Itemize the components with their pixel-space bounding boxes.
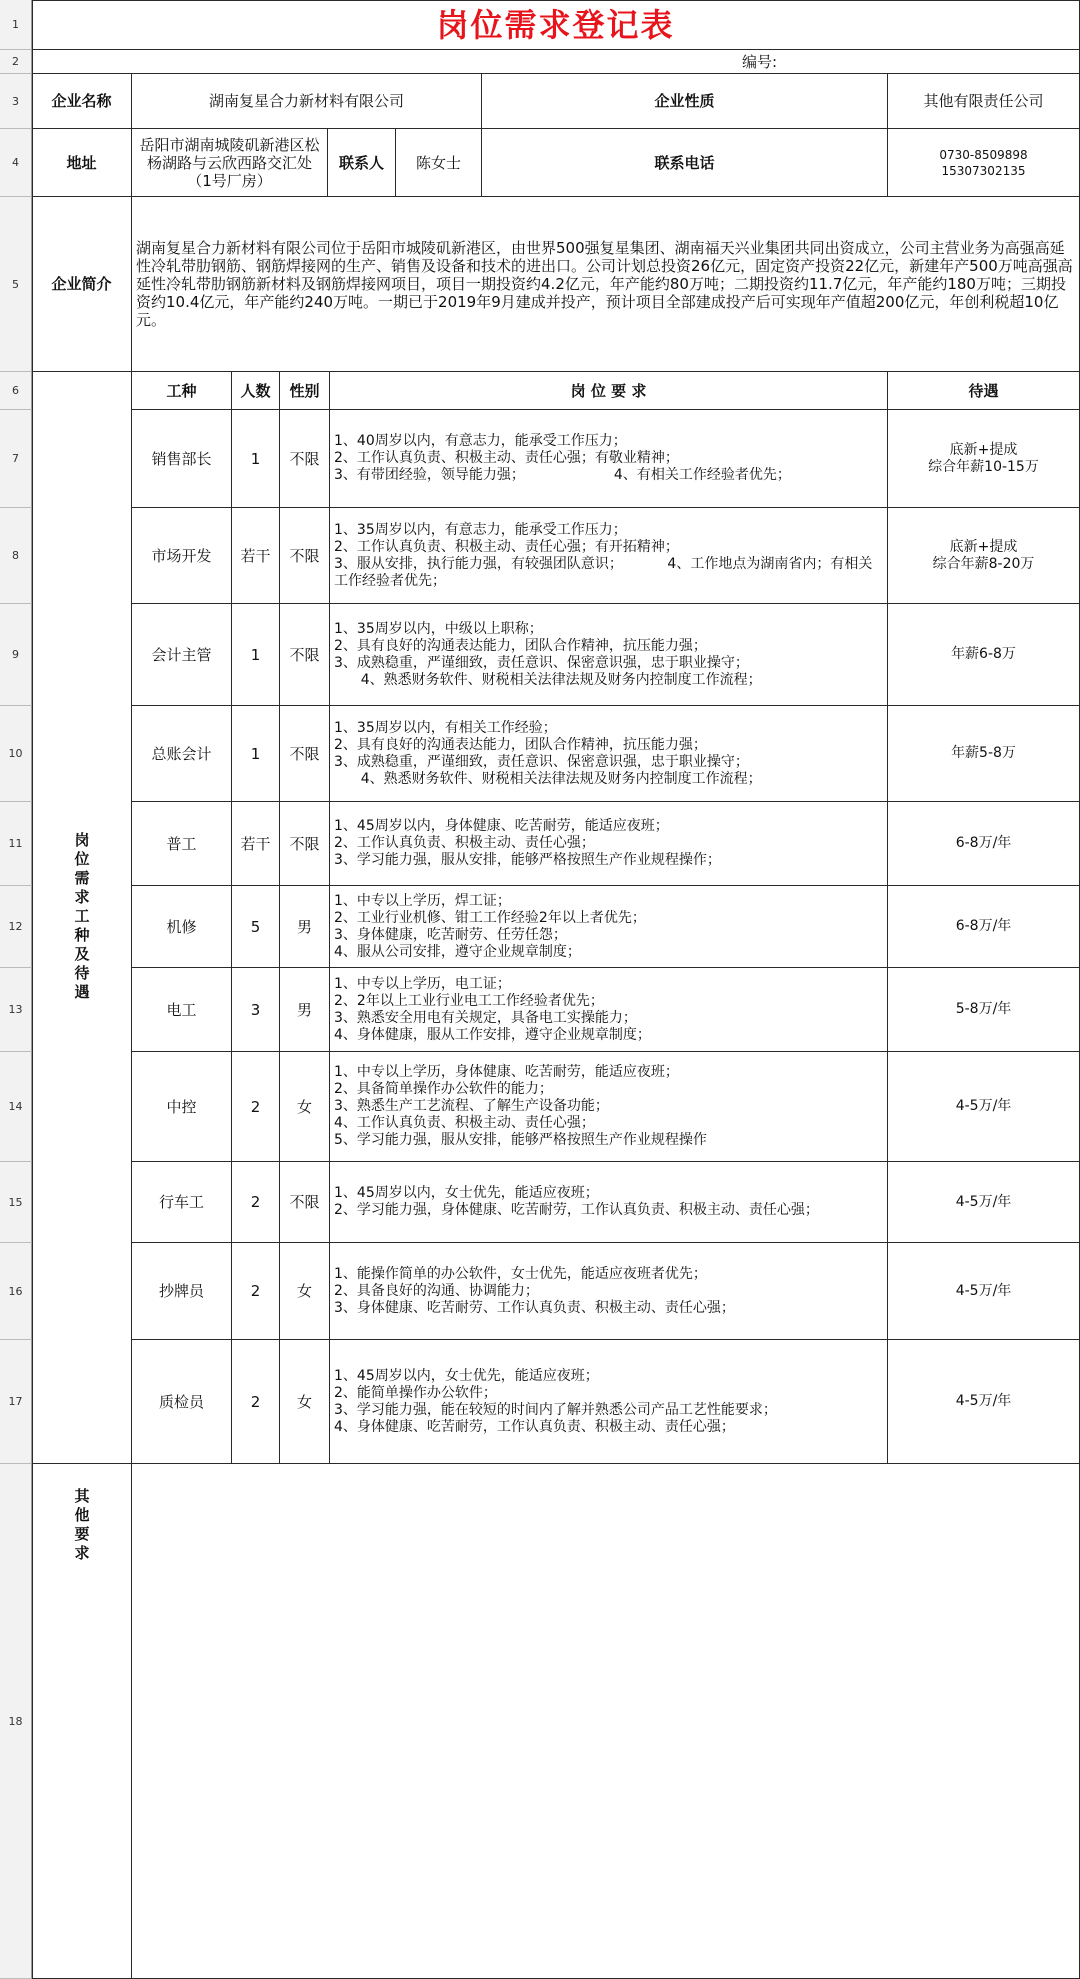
- job-requirements-text: 1、45周岁以内，女士优先，能适应夜班； 2、学习能力强，身体健康、吃苦耐劳，工作认真负责、积极主动、责任心强；: [334, 1185, 819, 1218]
- job-type-text: 总账会计: [151, 744, 212, 763]
- phone-label-text: 联系电话: [654, 153, 715, 172]
- job-requirements-text: 1、中专以上学历，电工证； 2、2年以上工业行业电工工作经验者优先； 3、熟悉安全用电有关规定，具备电工实操能力； 4、身体健康，服从工作安排，遵守企业规章制度；: [334, 975, 651, 1043]
- other-requirements-label: [32, 1464, 132, 1979]
- row-number: 18: [0, 1464, 32, 1979]
- job-gender-text: 不限: [289, 546, 320, 565]
- job-pay: [888, 968, 1080, 1052]
- job-type-text: 会计主管: [151, 645, 212, 664]
- job-gender: [280, 410, 330, 508]
- job-gender-text: 女: [296, 1282, 312, 1300]
- row-number: 10: [0, 706, 32, 802]
- jobs-section-label: [32, 372, 132, 1464]
- job-count: [232, 886, 280, 968]
- contact-label-text: 联系人: [338, 153, 384, 172]
- job-requirements: [330, 968, 888, 1052]
- job-gender: [280, 1340, 330, 1464]
- job-type: [132, 1052, 232, 1162]
- job-count-text: 2: [250, 1392, 261, 1411]
- job-gender-text: 男: [296, 1000, 312, 1019]
- job-pay-text: 年薪6-8万: [951, 646, 1016, 662]
- job-requirements-text: 1、45周岁以内，女士优先，能适应夜班； 2、能简单操作办公软件； 3、学习能力强，能在较短的时间内了解并熟悉公司产品工艺性能要求； 4、身体健康、吃苦耐劳，工作认真负责、积极主动、责任心强；: [334, 1367, 777, 1435]
- job-pay-text: 6-8万/年: [955, 918, 1012, 934]
- contact-label: [328, 129, 396, 197]
- company-name-label-text: 企业名称: [51, 92, 112, 110]
- job-requirements: [330, 802, 888, 886]
- company-nature-value: [888, 74, 1080, 129]
- job-count-text: 1: [250, 744, 261, 763]
- job-requirements-text: 1、40周岁以内，有意志力，能承受工作压力； 2、工作认真负责、积极主动、责任心强；有敬业精神； 3、有带团经验，领导能力强； 4、有相关工作经验者优先；: [334, 433, 791, 483]
- job-count-text: 2: [250, 1097, 261, 1116]
- job-requirements-text: 1、35周岁以内，有相关工作经验； 2、具有良好的沟通表达能力，团队合作精神，抗压能力强； 3、成熟稳重，严谨细致，责任意识、保密意识强，忠于职业操守； 4、熟悉财务软件、财税相关法律法规及财务内控制度工作流程；: [334, 719, 762, 787]
- address-value-text: 岳阳市湖南城陵矶新港区松杨湖路与云欣西路交汇处（1号厂房）: [139, 135, 320, 190]
- phone-number: 15307302135: [941, 163, 1026, 178]
- job-pay-text: 底新+提成 综合年薪10-15万: [928, 441, 1039, 475]
- row-number: 16: [0, 1243, 32, 1340]
- job-requirements: [330, 1340, 888, 1464]
- job-count: [232, 1243, 280, 1340]
- header-count: [232, 372, 280, 410]
- job-requirements-text: 1、中专以上学历，焊工证； 2、工业行业机修、钳工工作经验2年以上者优先； 3、身体健康，吃苦耐劳、任劳任怨； 4、服从公司安排，遵守企业规章制度；: [334, 892, 646, 960]
- job-count-text: 若干: [240, 546, 271, 565]
- job-pay: [888, 1340, 1080, 1464]
- contact-value: [396, 129, 482, 197]
- job-gender: [280, 1052, 330, 1162]
- row-number: 1: [0, 0, 32, 50]
- job-type-text: 中控: [166, 1097, 197, 1116]
- row-number: 12: [0, 886, 32, 968]
- row-number: 5: [0, 197, 32, 372]
- header-type: [132, 372, 232, 410]
- job-count: [232, 968, 280, 1052]
- job-type: [132, 410, 232, 508]
- address-label: [32, 129, 132, 197]
- job-gender: [280, 706, 330, 802]
- row-number: 17: [0, 1340, 32, 1464]
- job-count-text: 2: [250, 1193, 261, 1211]
- phone-label: [482, 129, 888, 197]
- job-type-text: 质检员: [158, 1392, 204, 1411]
- job-requirements: [330, 886, 888, 968]
- job-requirements: [330, 1243, 888, 1340]
- job-gender: [280, 968, 330, 1052]
- job-count: [232, 410, 280, 508]
- job-count-text: 3: [250, 1000, 261, 1019]
- job-count: [232, 1052, 280, 1162]
- row-number: 9: [0, 604, 32, 706]
- job-requirements-text: 1、35周岁以内，有意志力，能承受工作压力； 2、工作认真负责、积极主动、责任心强；有开拓精神； 3、服从安排，执行能力强，有较强团队意识； 4、工作地点为湖南省内；有相关工作经验者优先；: [334, 521, 873, 589]
- intro-value: [132, 197, 1080, 372]
- phone-number: 0730-8509898: [939, 147, 1028, 162]
- job-gender-text: 不限: [289, 449, 320, 468]
- job-pay-text: 4-5万/年: [955, 1193, 1012, 1210]
- intro-label: [32, 197, 132, 372]
- job-pay-text: 6-8万/年: [955, 835, 1012, 851]
- header-pay: [888, 372, 1080, 410]
- address-value: [132, 129, 328, 197]
- job-type: [132, 886, 232, 968]
- address-label-text: 地址: [66, 153, 97, 172]
- job-pay-text: 4-5万/年: [955, 1282, 1012, 1299]
- job-type: [132, 802, 232, 886]
- job-count-text: 1: [250, 449, 261, 468]
- job-gender: [280, 508, 330, 604]
- row-number: 8: [0, 508, 32, 604]
- company-name-value: [132, 74, 482, 129]
- job-gender-text: 不限: [289, 744, 320, 763]
- row-number: 4: [0, 129, 32, 197]
- page-title: [32, 0, 1080, 50]
- intro-value-text: 湖南复星合力新材料有限公司位于岳阳市城陵矶新港区，由世界500强复星集团、湖南福天兴业集团共同出资成立，公司主营业务为高强高延性冷轧带肋钢筋、钢筋焊接网的生产、销售及设备和技术的进出口。公司计划总投资26亿元，固定资产投资22亿元，新建年产500万吨高强高延性冷轧带肋钢筋新材料及钢筋焊接网项目，项目一期投资约4.2亿元，年产能约80万吨；二期投资约11.7亿元，年产能约180万吨；三期投资约10.4亿元，年产能约240万吨。一期已于2019年9月建成并投产，预计项目全部建成投产后可实现年产值超200亿元，年创利税超10亿元。: [136, 239, 1073, 329]
- row-number: 7: [0, 410, 32, 508]
- job-type-text: 销售部长: [151, 449, 212, 468]
- header-pay-text: 待遇: [968, 381, 999, 400]
- job-type-text: 市场开发: [151, 546, 212, 565]
- job-requirements: [330, 706, 888, 802]
- job-type: [132, 508, 232, 604]
- row-number: 2: [0, 50, 32, 74]
- job-gender-text: 不限: [289, 1193, 320, 1211]
- header-requirements-text: 岗 位 要 求: [570, 381, 647, 400]
- job-pay: [888, 410, 1080, 508]
- row-number: 13: [0, 968, 32, 1052]
- job-requirements: [330, 1052, 888, 1162]
- row-number: 14: [0, 1052, 32, 1162]
- job-type-text: 电工: [166, 1000, 197, 1019]
- header-type-text: 工种: [166, 381, 197, 400]
- job-requirements-text: 1、45周岁以内，身体健康、吃苦耐劳，能适应夜班； 2、工作认真负责、积极主动、责任心强； 3、学习能力强，服从安排，能够严格按照生产作业规程操作；: [334, 818, 721, 868]
- intro-label-text: 企业简介: [51, 275, 112, 293]
- row-number: 11: [0, 802, 32, 886]
- job-pay-text: 年薪5-8万: [951, 745, 1016, 761]
- header-gender-text: 性别: [289, 381, 320, 400]
- job-type: [132, 1243, 232, 1340]
- row-number: 6: [0, 372, 32, 410]
- job-gender: [280, 1243, 330, 1340]
- job-type: [132, 1340, 232, 1464]
- job-gender: [280, 1162, 330, 1243]
- job-count: [232, 604, 280, 706]
- header-count-text: 人数: [240, 381, 271, 400]
- company-nature-value-text: 其他有限责任公司: [923, 92, 1044, 110]
- job-requirements: [330, 604, 888, 706]
- job-pay: [888, 706, 1080, 802]
- company-name-value-text: 湖南复星合力新材料有限公司: [208, 92, 404, 110]
- job-count: [232, 1162, 280, 1243]
- contact-value-text: 陈女士: [415, 153, 461, 172]
- job-pay-text: 4-5万/年: [955, 1393, 1012, 1409]
- phone-value: [888, 129, 1080, 197]
- job-requirements: [330, 1162, 888, 1243]
- job-count: [232, 1340, 280, 1464]
- job-pay: [888, 1052, 1080, 1162]
- job-type: [132, 604, 232, 706]
- job-count: [232, 802, 280, 886]
- job-gender-text: 不限: [289, 645, 320, 664]
- other-requirements-value: [132, 1464, 1080, 1979]
- job-type-text: 普工: [166, 834, 197, 853]
- job-pay-text: 4-5万/年: [955, 1098, 1012, 1114]
- header-gender: [280, 372, 330, 410]
- job-pay: [888, 802, 1080, 886]
- job-requirements-text: 1、中专以上学历，身体健康、吃苦耐劳，能适应夜班； 2、具备简单操作办公软件的能力； 3、熟悉生产工艺流程、了解生产设备功能； 4、工作认真负责、积极主动、责任心强； 5、学习能力强，服从安排，能够严格按照生产作业规程操作: [334, 1064, 707, 1148]
- job-gender: [280, 604, 330, 706]
- job-gender: [280, 802, 330, 886]
- job-type-text: 机修: [166, 917, 197, 936]
- job-pay: [888, 508, 1080, 604]
- job-gender: [280, 886, 330, 968]
- job-type: [132, 706, 232, 802]
- row-number: 15: [0, 1162, 32, 1243]
- job-type: [132, 968, 232, 1052]
- job-type-text: 行车工: [158, 1193, 204, 1211]
- job-pay: [888, 604, 1080, 706]
- company-name-label: [32, 74, 132, 129]
- job-count-text: 1: [250, 645, 261, 664]
- row-number: 3: [0, 74, 32, 129]
- job-count: [232, 508, 280, 604]
- company-nature-label-text: 企业性质: [654, 92, 715, 110]
- job-count: [232, 706, 280, 802]
- other-requirements-label-text: 其他要求: [72, 1488, 91, 1564]
- company-nature-label: [482, 74, 888, 129]
- job-count-text: 若干: [240, 834, 271, 853]
- job-requirements-text: 1、能操作简单的办公软件，女士优先，能适应夜班者优先； 2、具备良好的沟通、协调能力； 3、身体健康、吃苦耐劳、工作认真负责、积极主动、责任心强；: [334, 1265, 735, 1316]
- job-pay: [888, 1162, 1080, 1243]
- job-requirements: [330, 508, 888, 604]
- job-requirements: [330, 410, 888, 508]
- job-count-text: 2: [250, 1282, 261, 1300]
- job-pay-text: 底新+提成 综合年薪8-20万: [932, 538, 1035, 572]
- job-type-text: 抄牌员: [158, 1282, 204, 1300]
- job-requirements-text: 1、35周岁以内，中级以上职称； 2、具有良好的沟通表达能力，团队合作精神，抗压能力强； 3、成熟稳重，严谨细致，责任意识、保密意识强，忠于职业操守； 4、熟悉财务软件、财税相关法律法规及财务内控制度工作流程；: [334, 620, 762, 688]
- job-count-text: 5: [250, 917, 261, 936]
- serial-number-row-text: 编号:: [742, 52, 778, 71]
- job-type: [132, 1162, 232, 1243]
- jobs-section-label-text: 岗位需求工种及待遇: [72, 832, 91, 1003]
- job-gender-text: 不限: [289, 834, 320, 853]
- job-pay: [888, 886, 1080, 968]
- job-pay: [888, 1243, 1080, 1340]
- header-requirements: [330, 372, 888, 410]
- job-pay-text: 5-8万/年: [955, 1001, 1012, 1017]
- job-gender-text: 男: [296, 917, 312, 936]
- job-gender-text: 女: [296, 1097, 312, 1116]
- serial-number-row: [32, 50, 1080, 74]
- page-title-text: 岗位需求登记表: [436, 5, 675, 44]
- job-gender-text: 女: [296, 1392, 312, 1411]
